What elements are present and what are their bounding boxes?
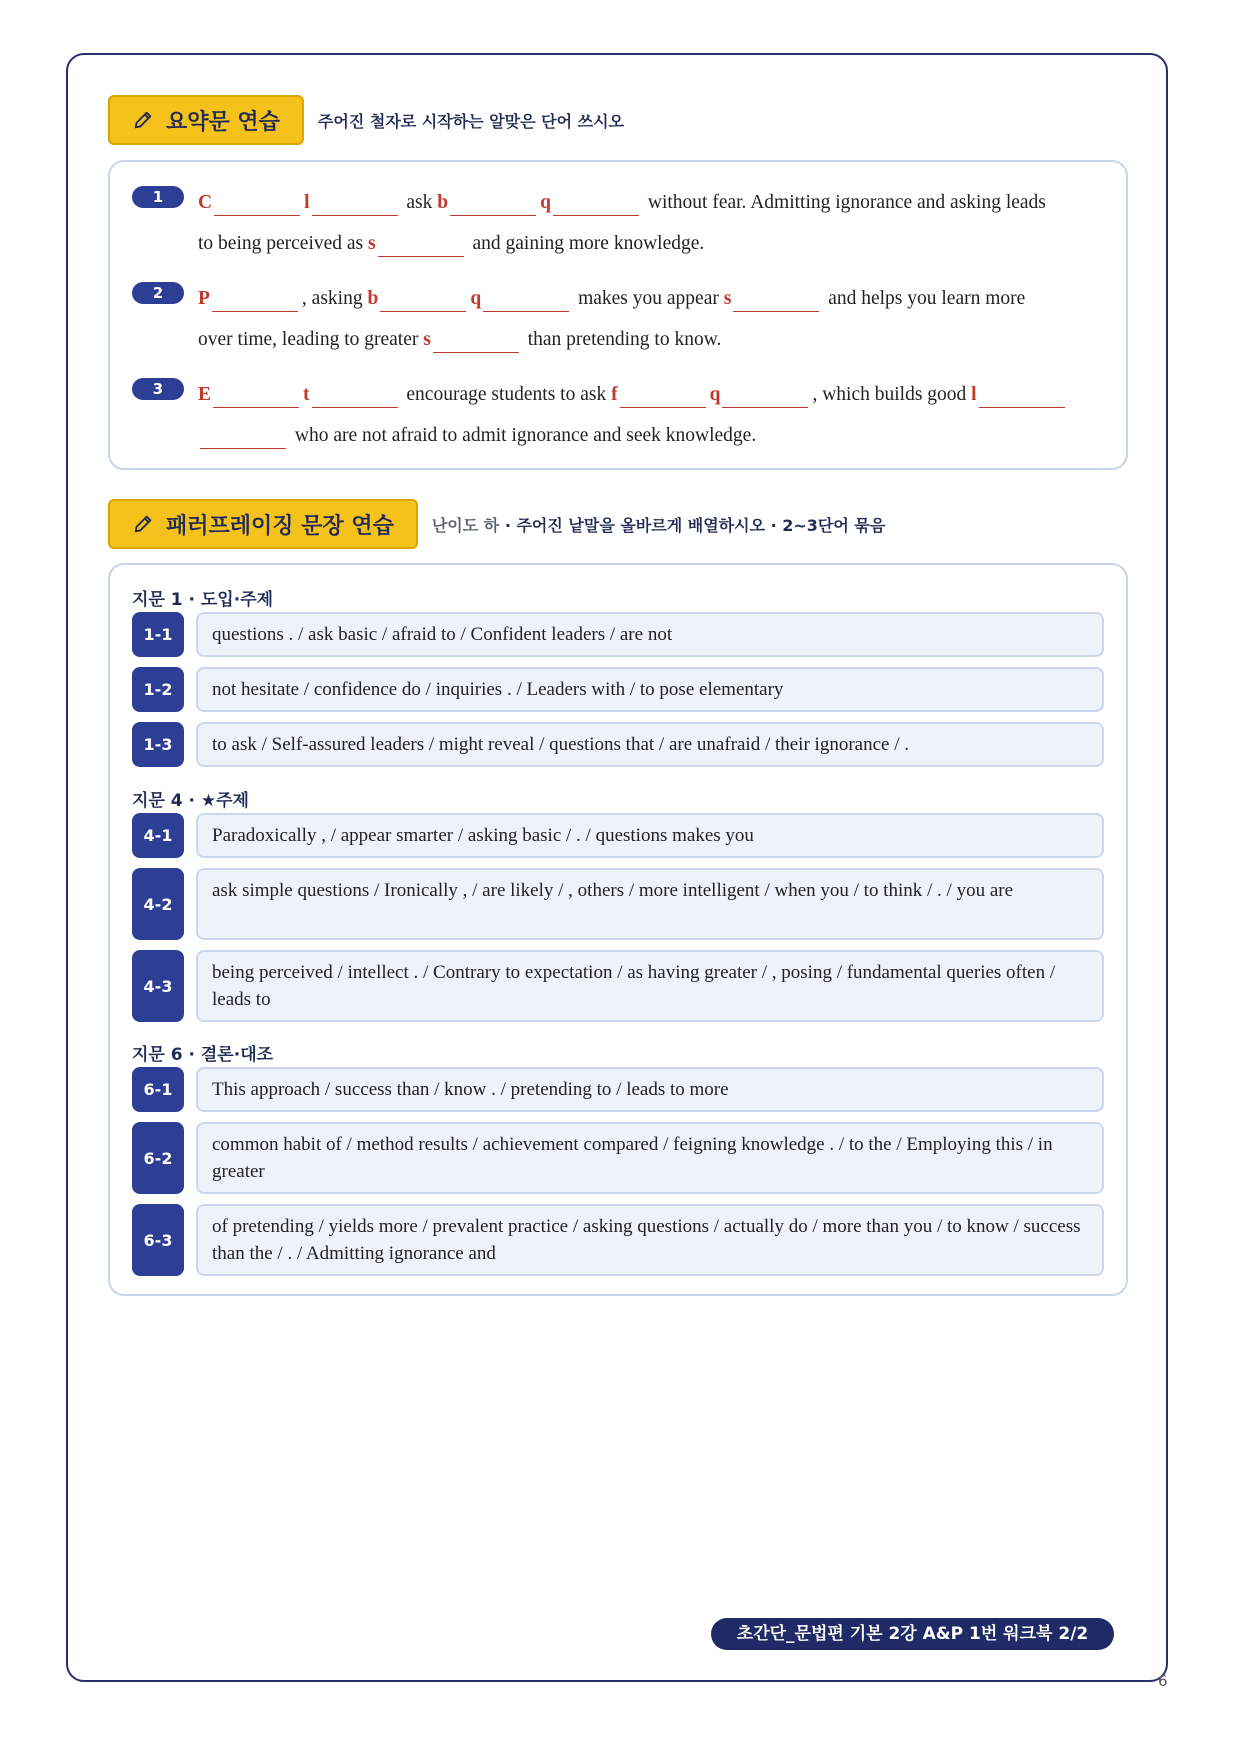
answer-blank[interactable] bbox=[733, 283, 819, 312]
word-chunks: of pretending / yields more / prevalent practice / asking questions / actually do / more than you / to know / success than the / . / Admitting ignorance and bbox=[196, 1204, 1104, 1276]
row-number: 1-3 bbox=[132, 722, 184, 767]
summary-instruction: 주어진 철자로 시작하는 알맞은 단어 쓰시오 bbox=[317, 111, 624, 131]
footer-title: 초간단_문법편 기본 2강 A&P 1번 워크북 2/2 bbox=[711, 1618, 1114, 1650]
sentence-text: without fear. Admitting ignorance and asking leads bbox=[642, 192, 1046, 213]
hint-letter: q bbox=[470, 288, 482, 309]
summary-item bbox=[132, 374, 1106, 456]
word-chunks: common habit of / method results / achievement compared / feigning knowledge . / to the / Employing this / in greater bbox=[196, 1122, 1104, 1194]
sentence-text: makes you appear bbox=[573, 288, 724, 309]
summary-line bbox=[198, 223, 1106, 264]
paraphrase-instruction-text: · 주어진 낱말을 올바르게 배열하시오 · 2~3단어 묶음 bbox=[504, 515, 886, 535]
summary-line bbox=[198, 415, 1106, 456]
answer-blank[interactable] bbox=[450, 187, 536, 216]
sentence-text: and gaining more knowledge. bbox=[467, 233, 705, 254]
row-number: 6-2 bbox=[132, 1122, 184, 1194]
paraphrase-row bbox=[132, 667, 1104, 712]
hint-letter: s bbox=[423, 329, 431, 350]
summary-item-number: 2 bbox=[132, 282, 184, 304]
paraphrase-section-tag bbox=[108, 499, 418, 549]
hint-letter: b bbox=[367, 288, 379, 309]
summary-section-title: 요약문 연습 bbox=[166, 109, 280, 135]
hint-letter: s bbox=[723, 288, 732, 309]
paraphrase-row bbox=[132, 1122, 1104, 1194]
summary-item-text bbox=[198, 182, 1106, 264]
row-number: 6-1 bbox=[132, 1067, 184, 1112]
answer-blank[interactable] bbox=[553, 187, 639, 216]
summary-section-tag bbox=[108, 95, 304, 145]
sentence-text: , which builds good bbox=[812, 384, 972, 405]
answer-blank[interactable] bbox=[380, 283, 466, 312]
difficulty-label: 난이도 하 bbox=[431, 515, 500, 535]
paraphrase-row bbox=[132, 950, 1104, 1022]
summary-item bbox=[132, 182, 1106, 264]
answer-blank[interactable] bbox=[979, 379, 1065, 408]
answer-blank[interactable] bbox=[433, 324, 519, 353]
hint-letter: s bbox=[368, 233, 376, 254]
hint-letter: E bbox=[198, 384, 212, 405]
word-chunks: questions . / ask basic / afraid to / Confident leaders / are not bbox=[196, 612, 1104, 657]
row-number: 6-3 bbox=[132, 1204, 184, 1276]
summary-line bbox=[198, 182, 1106, 223]
summary-line bbox=[198, 319, 1106, 360]
paraphrase-row bbox=[132, 1204, 1104, 1276]
paraphrase-row bbox=[132, 868, 1104, 940]
hint-letter: P bbox=[198, 288, 210, 309]
hint-letter: l bbox=[304, 192, 310, 213]
answer-blank[interactable] bbox=[483, 283, 569, 312]
summary-item-number: 3 bbox=[132, 378, 184, 400]
sentence-text: , asking bbox=[301, 288, 368, 309]
word-chunks: ask simple questions / Ironically , / are likely / , others / more intelligent / when you / to think / . / you are bbox=[196, 868, 1104, 940]
paraphrase-row bbox=[132, 722, 1104, 767]
row-number: 1-1 bbox=[132, 612, 184, 657]
paraphrase-row bbox=[132, 813, 1104, 858]
answer-blank[interactable] bbox=[214, 187, 300, 216]
passage-group-label: 지문 6 · 결론·대조 bbox=[132, 1045, 274, 1065]
summary-line bbox=[198, 278, 1106, 319]
row-number: 4-2 bbox=[132, 868, 184, 940]
answer-blank[interactable] bbox=[722, 379, 808, 408]
sentence-text: encourage students to ask bbox=[401, 384, 612, 405]
summary-section-header bbox=[108, 95, 624, 145]
word-chunks: to ask / Self-assured leaders / might reveal / questions that / are unafraid / their ignorance / . bbox=[196, 722, 1104, 767]
row-number: 1-2 bbox=[132, 667, 184, 712]
paraphrase-row bbox=[132, 1067, 1104, 1112]
page-number: 6 bbox=[1158, 1672, 1168, 1690]
sentence-text: who are not afraid to admit ignorance and seek knowledge. bbox=[290, 425, 757, 446]
sentence-text: over time, leading to greater bbox=[198, 329, 424, 350]
answer-blank[interactable] bbox=[378, 228, 464, 257]
row-number: 4-1 bbox=[132, 813, 184, 858]
hint-letter: t bbox=[303, 384, 310, 405]
paraphrase-row bbox=[132, 612, 1104, 657]
paraphrase-section-title: 패러프레이징 문장 연습 bbox=[166, 513, 394, 539]
word-chunks: being perceived / intellect . / Contrary to expectation / as having greater / , posing / fundamental queries often / leads to bbox=[196, 950, 1104, 1022]
row-number: 4-3 bbox=[132, 950, 184, 1022]
summary-box bbox=[108, 160, 1128, 470]
answer-blank[interactable] bbox=[312, 379, 398, 408]
paraphrase-instruction bbox=[432, 513, 885, 536]
hint-letter: q bbox=[709, 384, 721, 405]
answer-blank[interactable] bbox=[200, 420, 286, 449]
summary-item-text bbox=[198, 278, 1106, 360]
sentence-text: ask bbox=[401, 192, 438, 213]
paraphrase-section-header bbox=[108, 499, 885, 549]
answer-blank[interactable] bbox=[312, 187, 398, 216]
word-chunks: not hesitate / confidence do / inquiries . / Leaders with / to pose elementary bbox=[196, 667, 1104, 712]
summary-item bbox=[132, 278, 1106, 360]
hint-letter: C bbox=[198, 192, 213, 213]
word-chunks: This approach / success than / know . / pretending to / leads to more bbox=[196, 1067, 1104, 1112]
summary-item-text bbox=[198, 374, 1106, 456]
summary-line bbox=[198, 374, 1106, 415]
passage-group-label: 지문 4 · ★주제 bbox=[132, 791, 249, 811]
answer-blank[interactable] bbox=[620, 379, 706, 408]
sentence-text: and helps you learn more bbox=[823, 288, 1026, 309]
summary-item-number: 1 bbox=[132, 186, 184, 208]
answer-blank[interactable] bbox=[212, 283, 298, 312]
pencil-icon bbox=[132, 513, 154, 535]
hint-letter: q bbox=[540, 192, 551, 213]
hint-letter: f bbox=[611, 384, 618, 405]
hint-letter: b bbox=[437, 192, 449, 213]
paraphrase-box bbox=[108, 563, 1128, 1296]
word-chunks: Paradoxically , / appear smarter / asking basic / . / questions makes you bbox=[196, 813, 1104, 858]
sentence-text: to being perceived as bbox=[198, 233, 369, 254]
hint-letter: l bbox=[971, 384, 977, 405]
passage-group-label: 지문 1 · 도입·주제 bbox=[132, 590, 274, 610]
pencil-icon bbox=[132, 109, 154, 131]
sentence-text: than pretending to know. bbox=[522, 329, 722, 350]
answer-blank[interactable] bbox=[213, 379, 299, 408]
